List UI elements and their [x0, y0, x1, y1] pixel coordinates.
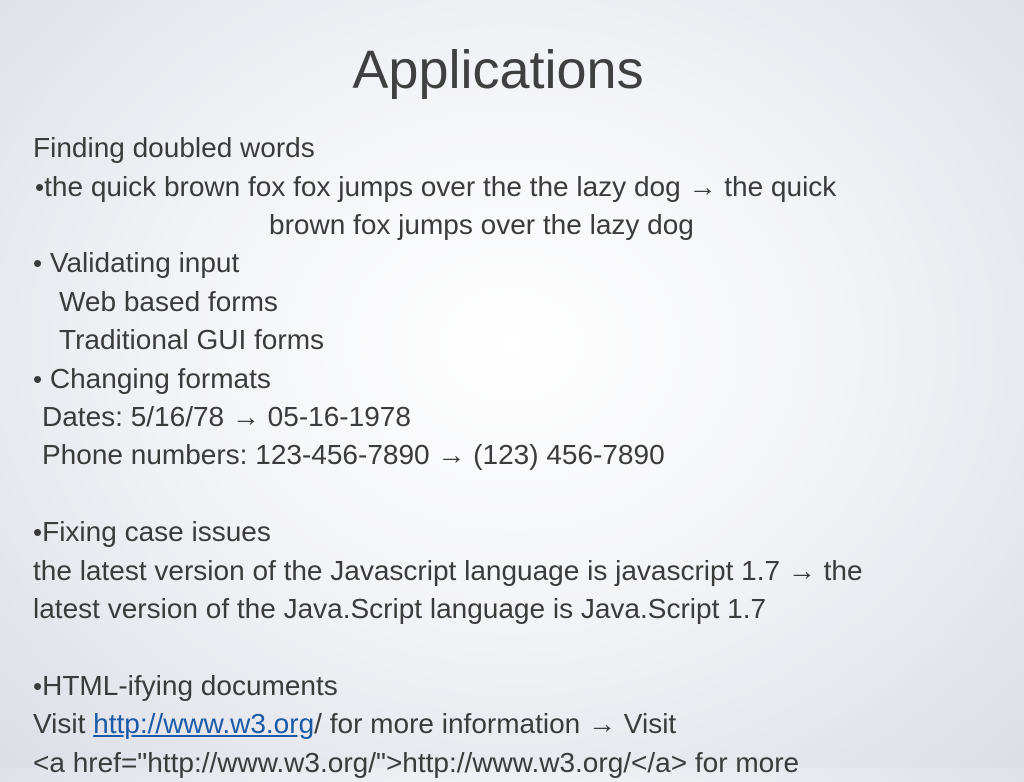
fixing-line-1: the latest version of the Javascript language is javascript 1.7 → the — [33, 555, 863, 586]
validating-heading: Validating input — [49, 247, 240, 278]
htmlifying-heading: HTML-ifying documents — [42, 670, 338, 701]
bullet-icon: • — [33, 517, 43, 547]
htmlifying-heading-line — [33, 667, 338, 705]
changing-item-dates: Dates: 5/16/78 → 05-16-1978 — [42, 401, 411, 432]
fixing-heading: Fixing case issues — [42, 516, 271, 547]
htmlifying-visit-line — [33, 705, 676, 743]
slide-title: Applications — [352, 40, 644, 100]
bullet-icon: • — [33, 248, 43, 278]
bullet-icon: • — [33, 364, 43, 394]
finding-doubled-heading: Finding doubled words — [33, 132, 315, 163]
validating-heading-line — [33, 244, 239, 282]
bullet-icon: • — [33, 671, 43, 701]
validating-item-web: Web based forms — [59, 286, 278, 317]
htmlifying-cut-line: <a href="http://www.w3.org/">http://www.w3.org/</a> for more — [33, 747, 800, 778]
changing-heading: Changing formats — [49, 363, 271, 394]
fixing-heading-line — [33, 513, 271, 551]
finding-doubled-example-text-1: the quick brown fox fox jumps over the the lazy dog → the quick — [44, 171, 837, 202]
validating-item-gui: Traditional GUI forms — [59, 324, 325, 355]
visit-suffix: / for more information → Visit — [314, 708, 677, 739]
finding-doubled-example-2: brown fox jumps over the lazy dog — [269, 209, 694, 240]
w3-link[interactable]: http://www.w3.org — [93, 708, 315, 739]
fixing-line-2: latest version of the Java.Script language is Java.Script 1.7 — [33, 593, 767, 624]
visit-prefix: Visit — [33, 708, 94, 739]
changing-heading-line — [33, 360, 271, 398]
changing-item-phone: Phone numbers: 123-456-7890 → (123) 456-7890 — [42, 439, 665, 470]
bullet-icon: • — [35, 172, 45, 202]
finding-doubled-example-1 — [35, 168, 836, 206]
